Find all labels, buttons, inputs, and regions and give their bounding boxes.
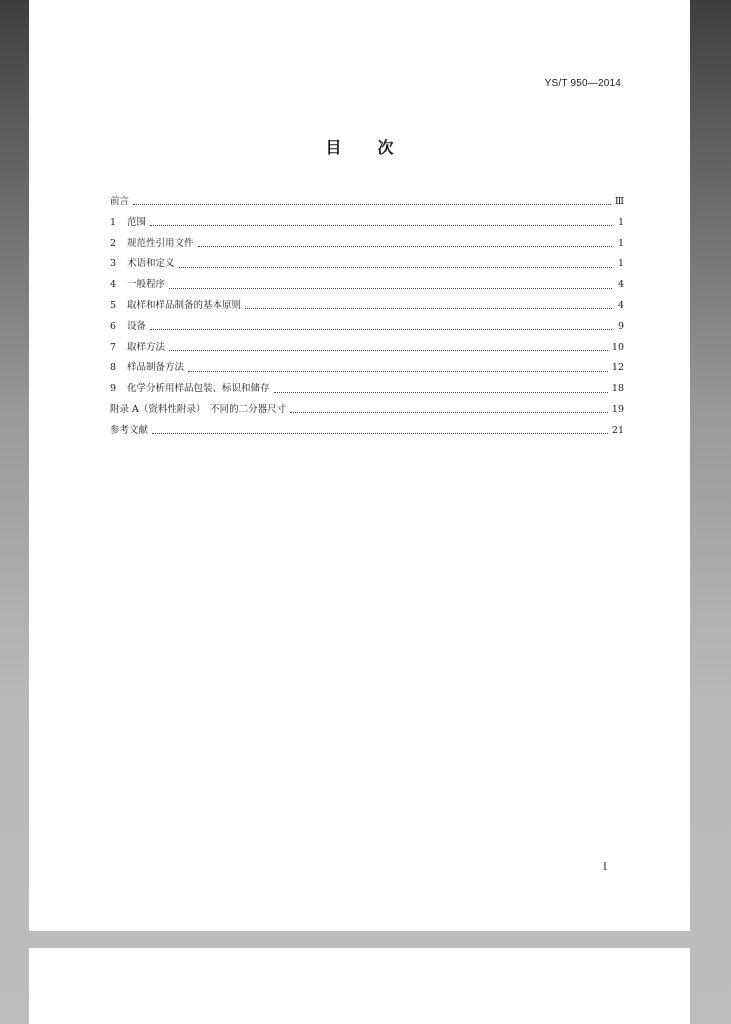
- title-char-2: 次: [377, 138, 394, 157]
- toc-page: 1: [617, 258, 624, 270]
- toc-label: 一般程序: [127, 279, 166, 291]
- toc-entry-2[interactable]: [110, 234, 624, 255]
- toc-page: 1: [617, 237, 624, 249]
- toc-label: 前言: [110, 196, 130, 207]
- toc-page: 12: [611, 362, 624, 374]
- toc-label: 取样和样品制备的基本原则: [127, 299, 242, 311]
- toc-label: 规范性引用文件: [127, 237, 194, 249]
- toc-leader: [179, 266, 612, 268]
- toc-label: 附录 A（资料性附录） 不同的二分器尺寸: [110, 403, 287, 415]
- toc-entry-foreword[interactable]: [110, 192, 624, 213]
- toc-entry-3[interactable]: [110, 254, 624, 275]
- page-title: [29, 135, 690, 158]
- toc-entry-4[interactable]: [110, 275, 624, 296]
- toc-page: Ⅲ: [614, 196, 624, 207]
- toc-entry-9[interactable]: [110, 379, 624, 400]
- toc-entry-5[interactable]: [110, 296, 624, 317]
- toc-number: 1: [110, 216, 117, 228]
- toc-label: 范围: [127, 216, 147, 228]
- standard-code: YS/T 950—2014: [544, 78, 621, 89]
- toc-entry-references[interactable]: [110, 421, 624, 442]
- toc-number: 2: [110, 237, 117, 249]
- toc-label: 术语和定义: [127, 258, 175, 270]
- page-number: I: [603, 862, 607, 873]
- toc-leader: [188, 370, 608, 372]
- toc-entry-6[interactable]: [110, 317, 624, 338]
- toc-page: 19: [611, 403, 624, 415]
- toc-label: 样品制备方法: [127, 362, 185, 374]
- toc-number: 8: [110, 362, 117, 374]
- toc-number: 9: [110, 383, 117, 395]
- toc-label: 设备: [127, 320, 147, 332]
- toc-leader: [169, 287, 612, 289]
- toc-number: 3: [110, 258, 117, 270]
- toc-number: 4: [110, 279, 117, 291]
- toc-leader: [150, 224, 612, 226]
- toc-leader: [152, 432, 608, 434]
- toc-entry-appendix-a[interactable]: [110, 400, 624, 421]
- toc-page: 18: [611, 383, 624, 395]
- document-page: [29, 0, 690, 931]
- next-page-preview: [29, 948, 690, 1024]
- toc-label: 取样方法: [127, 341, 166, 353]
- toc-page: 10: [611, 341, 624, 353]
- toc-leader: [169, 349, 608, 351]
- toc-leader: [198, 245, 612, 247]
- toc-entry-7[interactable]: [110, 338, 624, 359]
- table-of-contents: [110, 192, 624, 442]
- toc-label: 参考文献: [110, 424, 149, 436]
- toc-label: 化学分析用样品包装、标识和储存: [127, 383, 270, 395]
- toc-leader: [290, 411, 608, 413]
- toc-number: 5: [110, 299, 117, 311]
- toc-leader: [245, 307, 612, 309]
- toc-page: 4: [617, 279, 624, 291]
- toc-page: 1: [617, 216, 624, 228]
- toc-leader: [150, 328, 612, 330]
- toc-page: 4: [617, 299, 624, 311]
- toc-entry-1[interactable]: [110, 213, 624, 234]
- toc-number: 6: [110, 320, 117, 332]
- toc-number: 7: [110, 341, 117, 353]
- toc-page: 9: [617, 320, 624, 332]
- toc-entry-8[interactable]: [110, 358, 624, 379]
- toc-leader: [274, 391, 608, 393]
- toc-leader: [133, 203, 611, 205]
- toc-page: 21: [611, 424, 624, 436]
- title-char-1: 目: [325, 138, 342, 157]
